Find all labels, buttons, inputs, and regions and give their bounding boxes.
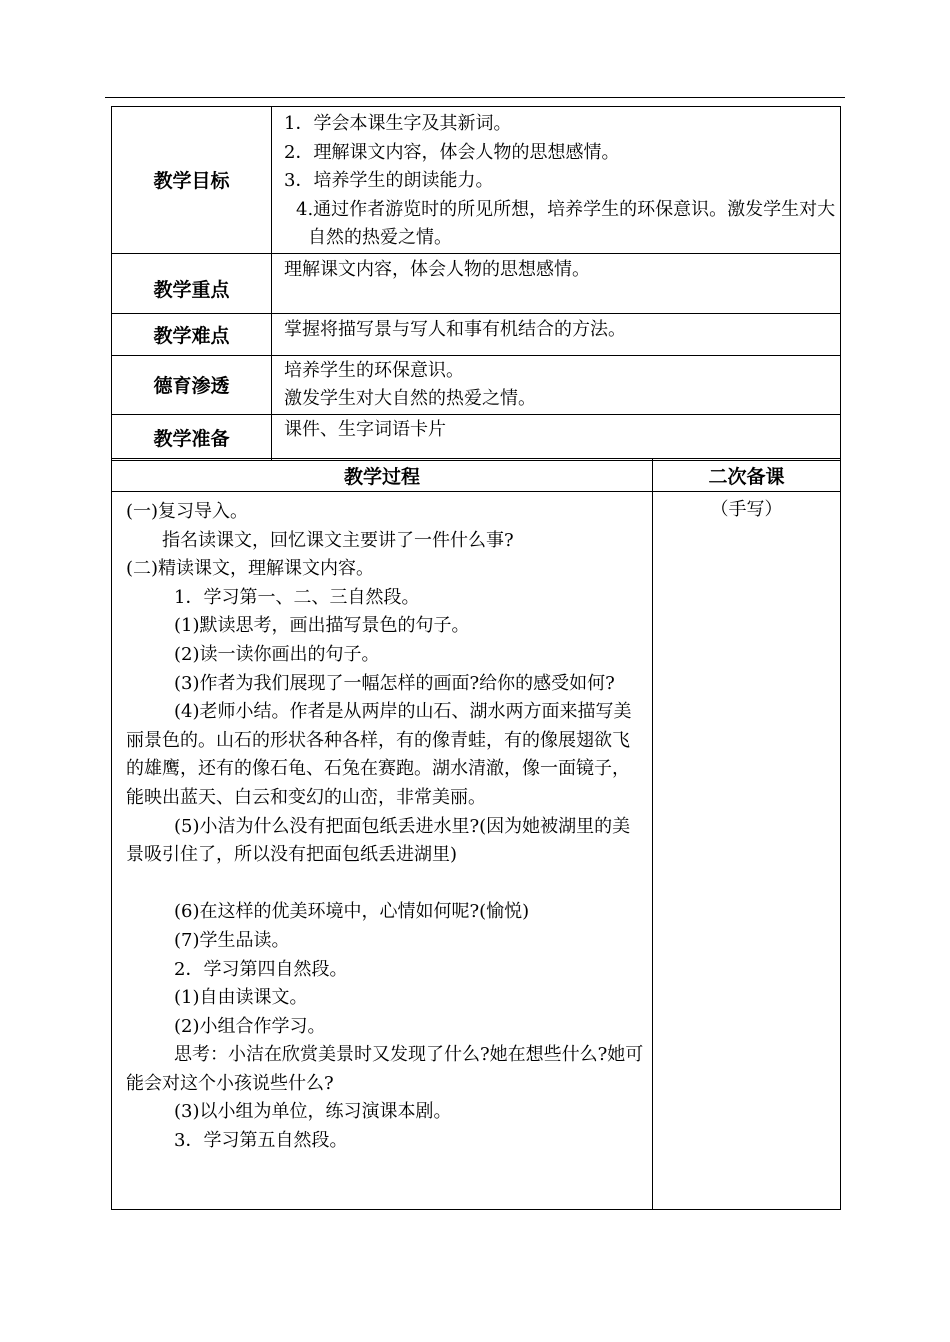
process-table: [111, 458, 841, 1210]
objectives-row: [112, 107, 841, 254]
process-line: (3)作者为我们展现了一幅怎样的画面?给你的感受如何?: [174, 672, 615, 694]
difficulties-row: [112, 313, 841, 355]
process-line: 3．学习第五自然段。: [174, 1130, 348, 1152]
process-line: (2)读一读你画出的句子。: [174, 643, 380, 665]
process-line: (6)在这样的优美环境中，心情如何呢?(愉悦): [174, 901, 530, 923]
moral-line-2: 激发学生对大自然的热爱之情。: [284, 388, 536, 409]
process-line: (1)自由读课文。: [174, 987, 308, 1009]
objectives-content: [272, 107, 841, 254]
preparation-row: [112, 414, 841, 460]
process-body-row: [112, 492, 841, 1210]
process-line: (7)学生品读。: [174, 929, 290, 951]
moral-content: [272, 355, 841, 414]
process-line: (二)精读课文，理解课文内容。: [126, 558, 375, 580]
key-points-text: 理解课文内容，体会人物的思想感情。: [272, 253, 841, 313]
blank-line: [126, 870, 646, 899]
process-line: 指名读课文，回忆课文主要讲了一件什么事?: [162, 529, 514, 551]
difficulties-label: 教学难点: [112, 313, 272, 355]
key-points-row: [112, 253, 841, 313]
process-line: 思考：小洁在欣赏美景时又发现了什么?她在想些什么?她可能会对这个小孩说些什么?: [126, 1044, 644, 1094]
process-line: (一)复习导入。: [126, 501, 249, 522]
objectives-label: 教学目标: [112, 107, 272, 254]
difficulties-text: 掌握将描写景与写人和事有机结合的方法。: [272, 313, 841, 355]
process-line: (1)默读思考，画出描写景色的句子。: [174, 615, 470, 637]
process-line: 1．学习第一、二、三自然段。: [174, 586, 420, 608]
objective-4: 4.通过作者游览时的所见所想，培养学生的环保意识。激发学生对大自然的热爱之情。: [296, 198, 836, 248]
process-content: [112, 492, 653, 1210]
preparation-text: 课件、生字词语卡片: [272, 414, 841, 460]
lesson-info-table: [111, 106, 841, 461]
process-header: 教学过程: [112, 459, 653, 492]
process-line: (4)老师小结。作者是从两岸的山石、湖水两方面来描写美丽景色的。山石的形状各种各样，有的像青蛙，有的像展翅欲飞的雄鹰，还有的像石龟、石兔在赛跑。湖水清澈，像一面镜子，能映出蓝天、白云和变幻的山峦，非常美丽。: [126, 701, 632, 808]
second-prep-note: （手写）: [653, 492, 841, 1210]
process-line: 2．学习第四自然段。: [174, 958, 348, 980]
process-line: (5)小洁为什么没有把面包纸丢进水里?(因为她被湖里的美景吸引住了，所以没有把面包纸丢进湖里): [126, 815, 631, 866]
moral-line-1: 培养学生的环保意识。: [284, 359, 464, 381]
process-line: (2)小组合作学习。: [174, 1015, 326, 1037]
top-rule: [105, 97, 845, 98]
key-points-label: 教学重点: [112, 253, 272, 313]
process-line: (3)以小组为单位，练习演课本剧。: [174, 1101, 452, 1123]
objective-3: 3．培养学生的朗读能力。: [284, 170, 494, 191]
moral-label: 德育渗透: [112, 355, 272, 414]
preparation-label: 教学准备: [112, 414, 272, 460]
process-header-row: [112, 459, 841, 492]
objective-1: 1．学会本课生字及其新词。: [284, 113, 512, 134]
second-prep-header: 二次备课: [653, 459, 841, 492]
moral-row: [112, 355, 841, 414]
objective-2: 2．理解课文内容，体会人物的思想感情。: [284, 141, 620, 163]
